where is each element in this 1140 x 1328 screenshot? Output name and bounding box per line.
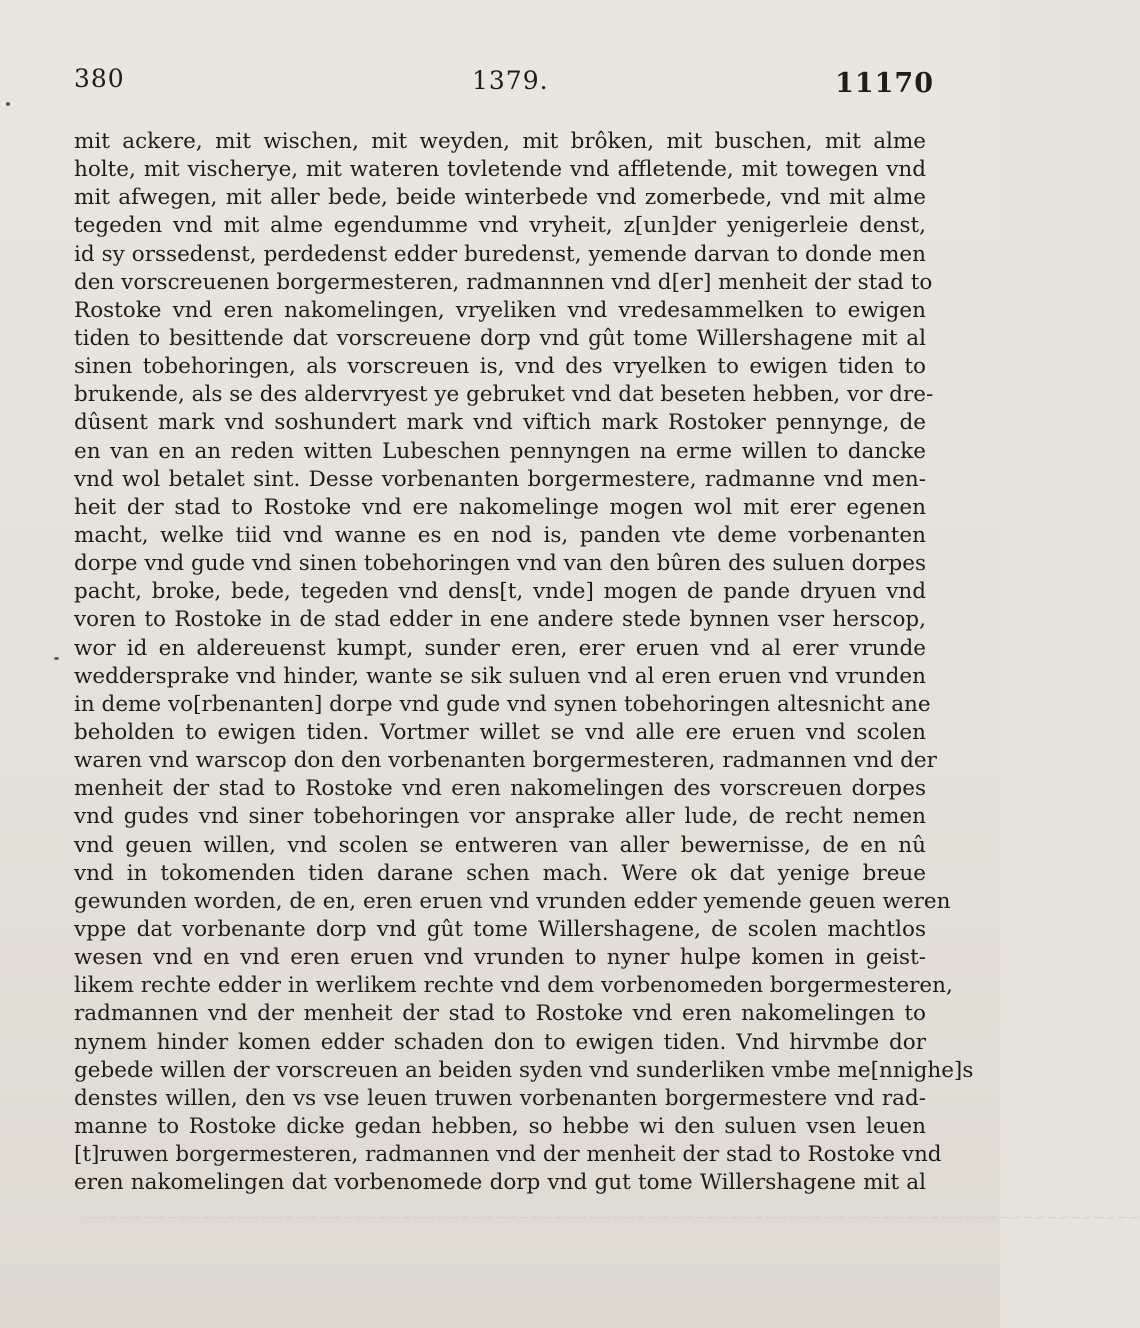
- year-heading: 1379.: [472, 66, 549, 95]
- text-line: nynem hinder komen edder schaden don to ewigen tiden. Vnd hirvmbe dor: [74, 1029, 926, 1055]
- text-line: sinen tobehoringen, als vorscreuen is, vnd des vryelken to ewigen tiden to: [74, 354, 926, 380]
- text-line: holte, mit vischerye, mit wateren tovletende vnd affletende, mit towegen vnd: [74, 157, 926, 183]
- text-line: mit afwegen, mit aller bede, beide winterbede vnd zomerbede, vnd mit alme: [74, 185, 926, 211]
- text-line: waren vnd warscop don den vorbenanten borgermesteren, radmannen vnd der: [74, 748, 937, 774]
- document-number: 11170: [835, 68, 934, 99]
- text-line: den vorscreuenen borgermesteren, radmannnen vnd d[er] menheit der stad to: [74, 269, 933, 295]
- text-line: vnd wol betalet sint. Desse vorbenanten borgermestere, radmanne vnd men-: [74, 466, 926, 492]
- text-line: wor id en aldereuenst kumpt, sunder eren, erer eruen vnd al erer vrunde: [74, 635, 926, 661]
- text-line: dorpe vnd gude vnd sinen tobehoringen vnd van den bûren des suluen dorpes: [74, 551, 926, 577]
- body-text: [74, 128, 974, 1197]
- text-line: voren to Rostoke in de stad edder in ene andere stede bynnen vser herscop,: [74, 607, 926, 633]
- text-line: mit ackere, mit wischen, mit weyden, mit brôken, mit buschen, mit alme: [74, 129, 926, 154]
- text-line: eren nakomelingen dat vorbenomede dorp vnd gut tome Willershagene mit al: [74, 1170, 926, 1196]
- text-line: weddersprake vnd hinder, wante se sik suluen vnd al eren eruen vnd vrunden: [74, 663, 926, 689]
- text-line: gewunden worden, de en, eren eruen vnd vrunden edder yemende geuen weren: [74, 888, 951, 914]
- page-header: [74, 64, 934, 104]
- text-line: en van en an reden witten Lubeschen pennyngen na erme willen to dancke: [74, 438, 926, 464]
- text-line: vppe dat vorbenante dorp vnd gût tome Willershagene, de scolen machtlos: [74, 916, 926, 942]
- text-line: id sy orssedenst, perdedenst edder buredenst, yemende darvan to donde men: [74, 241, 926, 267]
- page-number: 380: [74, 64, 125, 93]
- text-line: likem rechte edder in werlikem rechte vnd dem vorbenomeden borgermesteren,: [74, 973, 953, 999]
- text-line: manne to Rostoke dicke gedan hebben, so hebbe wi den suluen vsen leuen: [74, 1113, 926, 1139]
- text-line: tegeden vnd mit alme egendumme vnd vryheit, z[un]der yenigerleie denst,: [74, 213, 926, 239]
- text-line: tiden to besittende dat vorscreuene dorp vnd gût tome Willershagene mit al: [74, 325, 926, 351]
- text-line: denstes willen, den vs vse leuen truwen vorbenanten borgermestere vnd rad-: [74, 1085, 926, 1111]
- scan-speck: [6, 102, 10, 106]
- text-line: Rostoke vnd eren nakomelingen, vryeliken vnd vredesammelken to ewigen: [74, 297, 926, 323]
- text-line: [t]ruwen borgermesteren, radmannen vnd der menheit der stad to Rostoke vnd: [74, 1142, 942, 1168]
- show-through-text: ~~~~~~~~~~~~~~~~~~~~~~~~~~~~~~~~~~~~~~~~~~~~~~~~~~~~~~~~~~~~~~~~~~~~~~~~~~~~~~~~~~~~~~~~~~: [84, 1209, 1140, 1225]
- text-line: brukende, als se des aldervryest ye gebruket vnd dat beseten hebben, vor dre-: [74, 382, 934, 408]
- text-line: menheit der stad to Rostoke vnd eren nakomelingen des vorscreuen dorpes: [74, 776, 926, 802]
- text-line: pacht, broke, bede, tegeden vnd dens[t, vnde] mogen de pande dryuen vnd: [74, 579, 926, 605]
- text-line: vnd gudes vnd siner tobehoringen vor ansprake aller lude, de recht nemen: [74, 804, 926, 830]
- text-line: macht, welke tiid vnd wanne es en nod is, panden vte deme vorbenanten: [74, 522, 926, 548]
- text-line: wesen vnd en vnd eren eruen vnd vrunden to nyner hulpe komen in geist-: [74, 945, 926, 971]
- text-line: vnd in tokomenden tiden darane schen mach. Were ok dat yenige breue: [74, 860, 926, 886]
- text-line: beholden to ewigen tiden. Vortmer willet se vnd alle ere eruen vnd scolen: [74, 719, 926, 745]
- text-line: gebede willen der vorscreuen an beiden syden vnd sunderliken vmbe me[nnighe]s: [74, 1057, 974, 1083]
- text-line: radmannen vnd der menheit der stad to Rostoke vnd eren nakomelingen to: [74, 1001, 926, 1027]
- text-line: in deme vo[rbenanten] dorpe vnd gude vnd synen tobehoringen altesnicht ane: [74, 691, 931, 717]
- text-line: heit der stad to Rostoke vnd ere nakomelinge mogen wol mit erer egenen: [74, 494, 926, 520]
- text-line: dûsent mark vnd soshundert mark vnd viftich mark Rostoker pennynge, de: [74, 410, 926, 436]
- text-line: vnd geuen willen, vnd scolen se entweren van aller bewernisse, de en nû: [74, 832, 926, 858]
- margin-mark: [54, 657, 59, 660]
